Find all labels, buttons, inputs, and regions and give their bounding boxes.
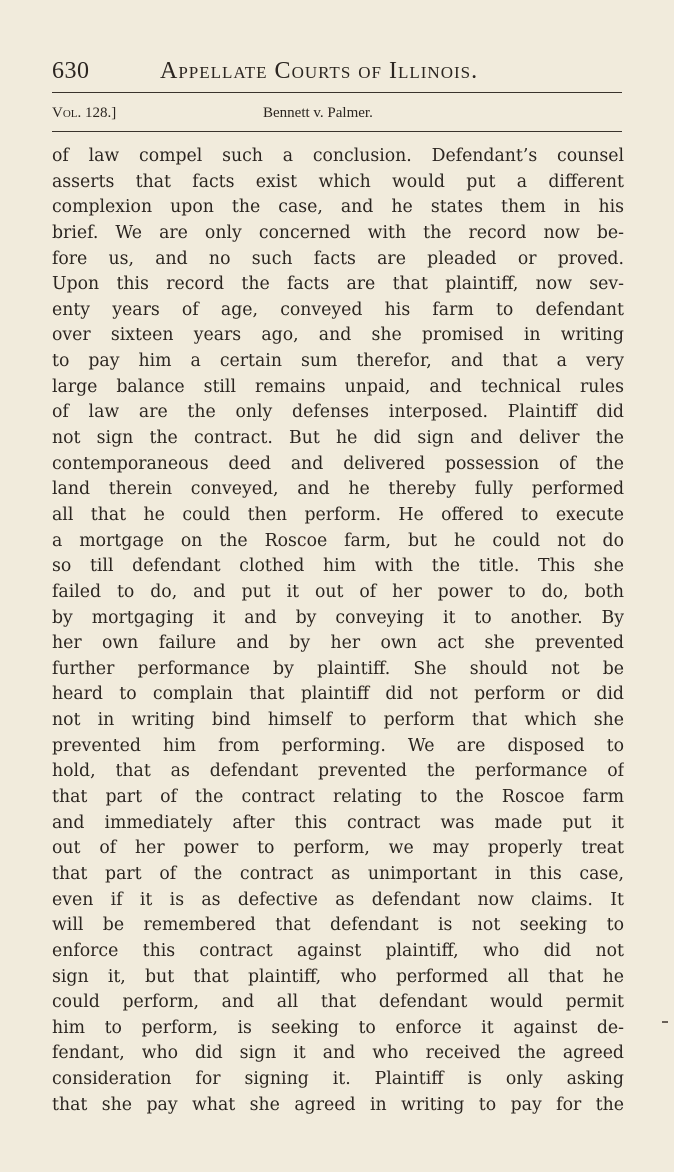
text-line: land therein conveyed, and he thereby fully performed [52,479,624,500]
text-line: that part of the contract as unimportant in this case, [52,863,624,884]
text-line: complexion upon the case, and he states them in his [52,197,624,218]
text-line: over sixteen years ago, and she promised in writing [52,325,624,346]
margin-mark [662,1021,668,1023]
opinion-text [52,144,624,1118]
text-line: even if it is as defective as defendant now claims. It [52,889,624,910]
text-line: that she pay what she agreed in writing to pay for the [52,1094,624,1115]
text-line: not sign the contract. But he did sign and deliver the [52,428,624,449]
page-number: 630 [52,58,90,84]
text-line: asserts that facts exist which would put a different [52,171,624,192]
text-line: large balance still remains unpaid, and technical rules [52,376,624,397]
text-line: her own failure and by her own act she prevented [52,633,624,654]
text-line: fendant, who did sign it and who received the agreed [52,1043,624,1064]
running-head [52,58,622,90]
text-line: a mortgage on the Roscoe farm, but he could not do [52,530,624,551]
text-line: him to perform, is seeking to enforce it against de- [52,1017,624,1038]
text-line: enforce this contract against plaintiff, who did not [52,940,624,961]
text-line: and immediately after this contract was made put it [52,812,624,833]
text-line: hold, that as defendant prevented the performance of [52,761,624,782]
text-line: to pay him a certain sum therefor, and that a very [52,351,624,372]
text-line: that part of the contract relating to the Roscoe farm [52,787,624,808]
text-line: so till defendant clothed him with the title. This she [52,556,624,577]
text-line: of law compel such a conclusion. Defendant’s counsel [52,146,624,166]
case-name: Bennett v. Palmer. [263,105,373,121]
text-line: could perform, and all that defendant would permit [52,992,624,1013]
text-line: heard to complain that plaintiff did not perform or did [52,684,624,705]
case-reference [52,105,622,127]
text-line: out of her power to perform, we may properly treat [52,838,624,859]
header-rule-bottom [52,131,622,132]
text-line: will be remembered that defendant is not seeking to [52,915,624,936]
text-line: of law are the only defenses interposed. Plaintiff did [52,402,624,423]
text-line: Upon this record the facts are that plaintiff, now sev- [52,274,624,295]
text-line: prevented him from performing. We are disposed to [52,735,624,756]
text-line: not in writing bind himself to perform that which she [52,710,624,731]
text-line: consideration for signing it. Plaintiff is only asking [52,1069,624,1090]
text-line: by mortgaging it and by conveying it to another. By [52,607,624,628]
volume-label: Vol. 128.] [52,105,117,121]
text-line: sign it, but that plaintiff, who performed all that he [52,966,624,987]
header-rule-top [52,92,622,93]
text-line: failed to do, and put it out of her power to do, both [52,581,624,602]
text-line: all that he could then perform. He offered to execute [52,504,624,525]
text-line: enty years of age, conveyed his farm to defendant [52,299,624,320]
court-title: Appellate Courts of Illinois. [160,58,479,84]
text-line: contemporaneous deed and delivered possession of the [52,453,624,474]
text-line: fore us, and no such facts are pleaded or proved. [52,248,624,269]
text-line: further performance by plaintiff. She should not be [52,658,624,679]
text-line: brief. We are only concerned with the record now be- [52,222,624,243]
